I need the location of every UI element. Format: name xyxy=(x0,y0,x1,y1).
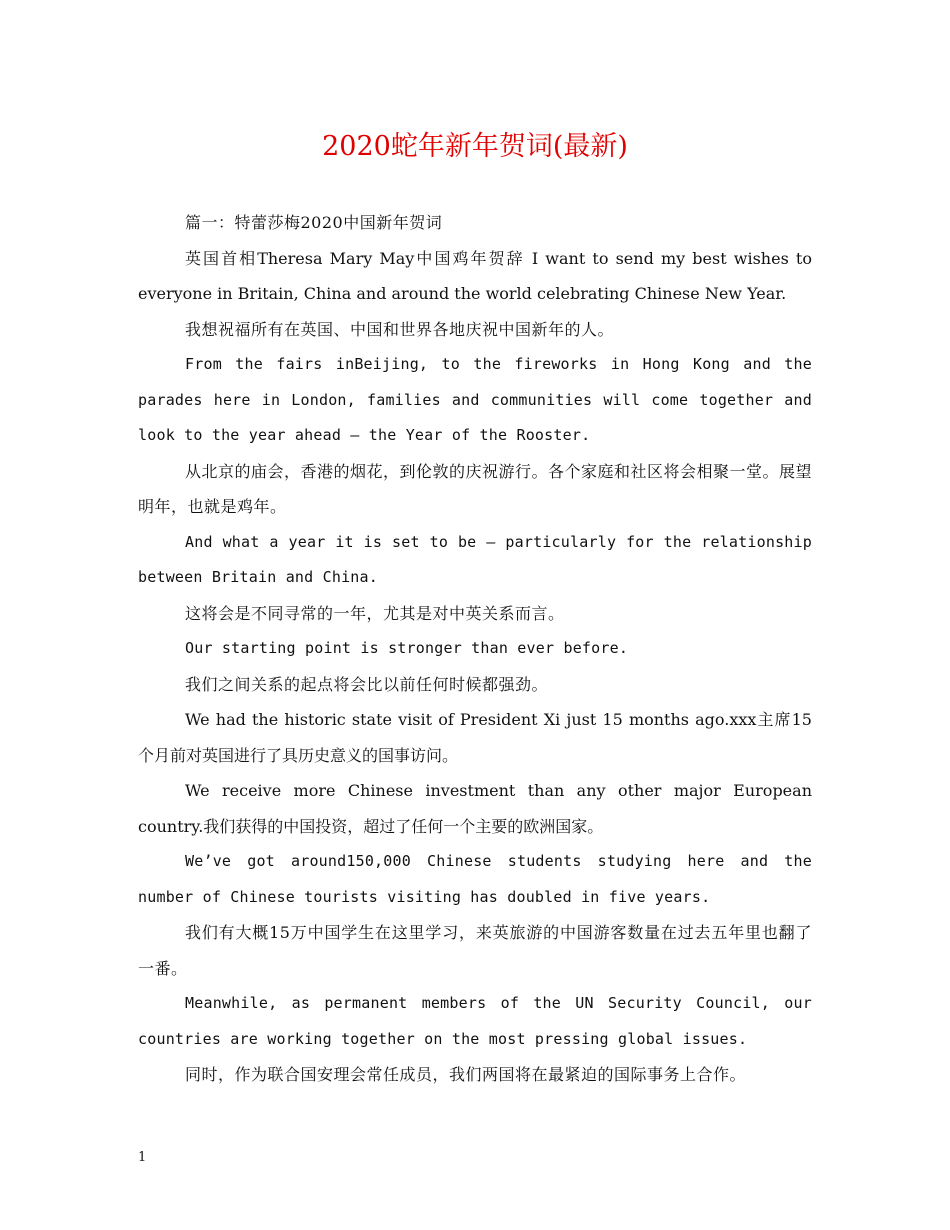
document-body xyxy=(138,205,812,1093)
paragraph-chinese: 我们之间关系的起点将会比以前任何时候都强劲。 xyxy=(185,674,549,694)
paragraph-chinese: 我们有大概15万中国学生在这里学习，来英旅游的中国游客数量在过去五年里也翻了一番。 xyxy=(138,923,812,978)
paragraph-chinese: 这将会是不同寻常的一年，尤其是对中英关系而言。 xyxy=(185,603,565,623)
paragraph-chinese: 同时，作为联合国安理会常任成员，我们两国将在最紧迫的国际事务上合作。 xyxy=(185,1065,747,1084)
paragraph-chinese: 从北京的庙会，香港的烟花，到伦敦的庆祝游行。各个家庭和社区将会相聚一堂。展望明年，也就是鸡年。 xyxy=(138,461,813,516)
paragraph-english: And what a year it is set to be – particularly for the relationship between Britain and China. xyxy=(138,532,812,586)
paragraph-english: Our starting point is stronger than ever before. xyxy=(185,639,629,657)
section-heading: 篇一：特蕾莎梅2020中国新年贺词 xyxy=(185,213,443,232)
document-title: 2020蛇年新年贺词(最新) xyxy=(322,131,628,162)
paragraph-chinese: 我想祝福所有在英国、中国和世界各地庆祝中国新年的人。 xyxy=(185,319,615,339)
paragraph-mixed: We had the historic state visit of President Xi just 15 months ago.xxx主席15个月前对英国进行了具历史意义的国事访问。 xyxy=(138,710,812,765)
paragraph-english: From the fairs inBeijing, to the fireworks in Hong Kong and the parades here in London, families and communities will come together and look to the year ahead – the Year of the Rooster. xyxy=(138,355,812,444)
paragraph-mixed: We receive more Chinese investment than any other major European country.我们获得的中国投资，超过了任何一个主要的欧洲国家。 xyxy=(138,781,812,836)
paragraph-english: Meanwhile, as permanent members of the UN Security Council, our countries are working together on the most pressing global issues. xyxy=(138,994,812,1048)
paragraph-english: 英国首相Theresa Mary May中国鸡年贺辞 I want to send my best wishes to everyone in Britain, China and around the world celebrating Chinese New Year. xyxy=(138,248,812,303)
paragraph-english: We’ve got around150,000 Chinese students studying here and the number of Chinese tourists visiting has doubled in five years. xyxy=(138,852,812,906)
page-number: 1 xyxy=(138,1150,147,1165)
